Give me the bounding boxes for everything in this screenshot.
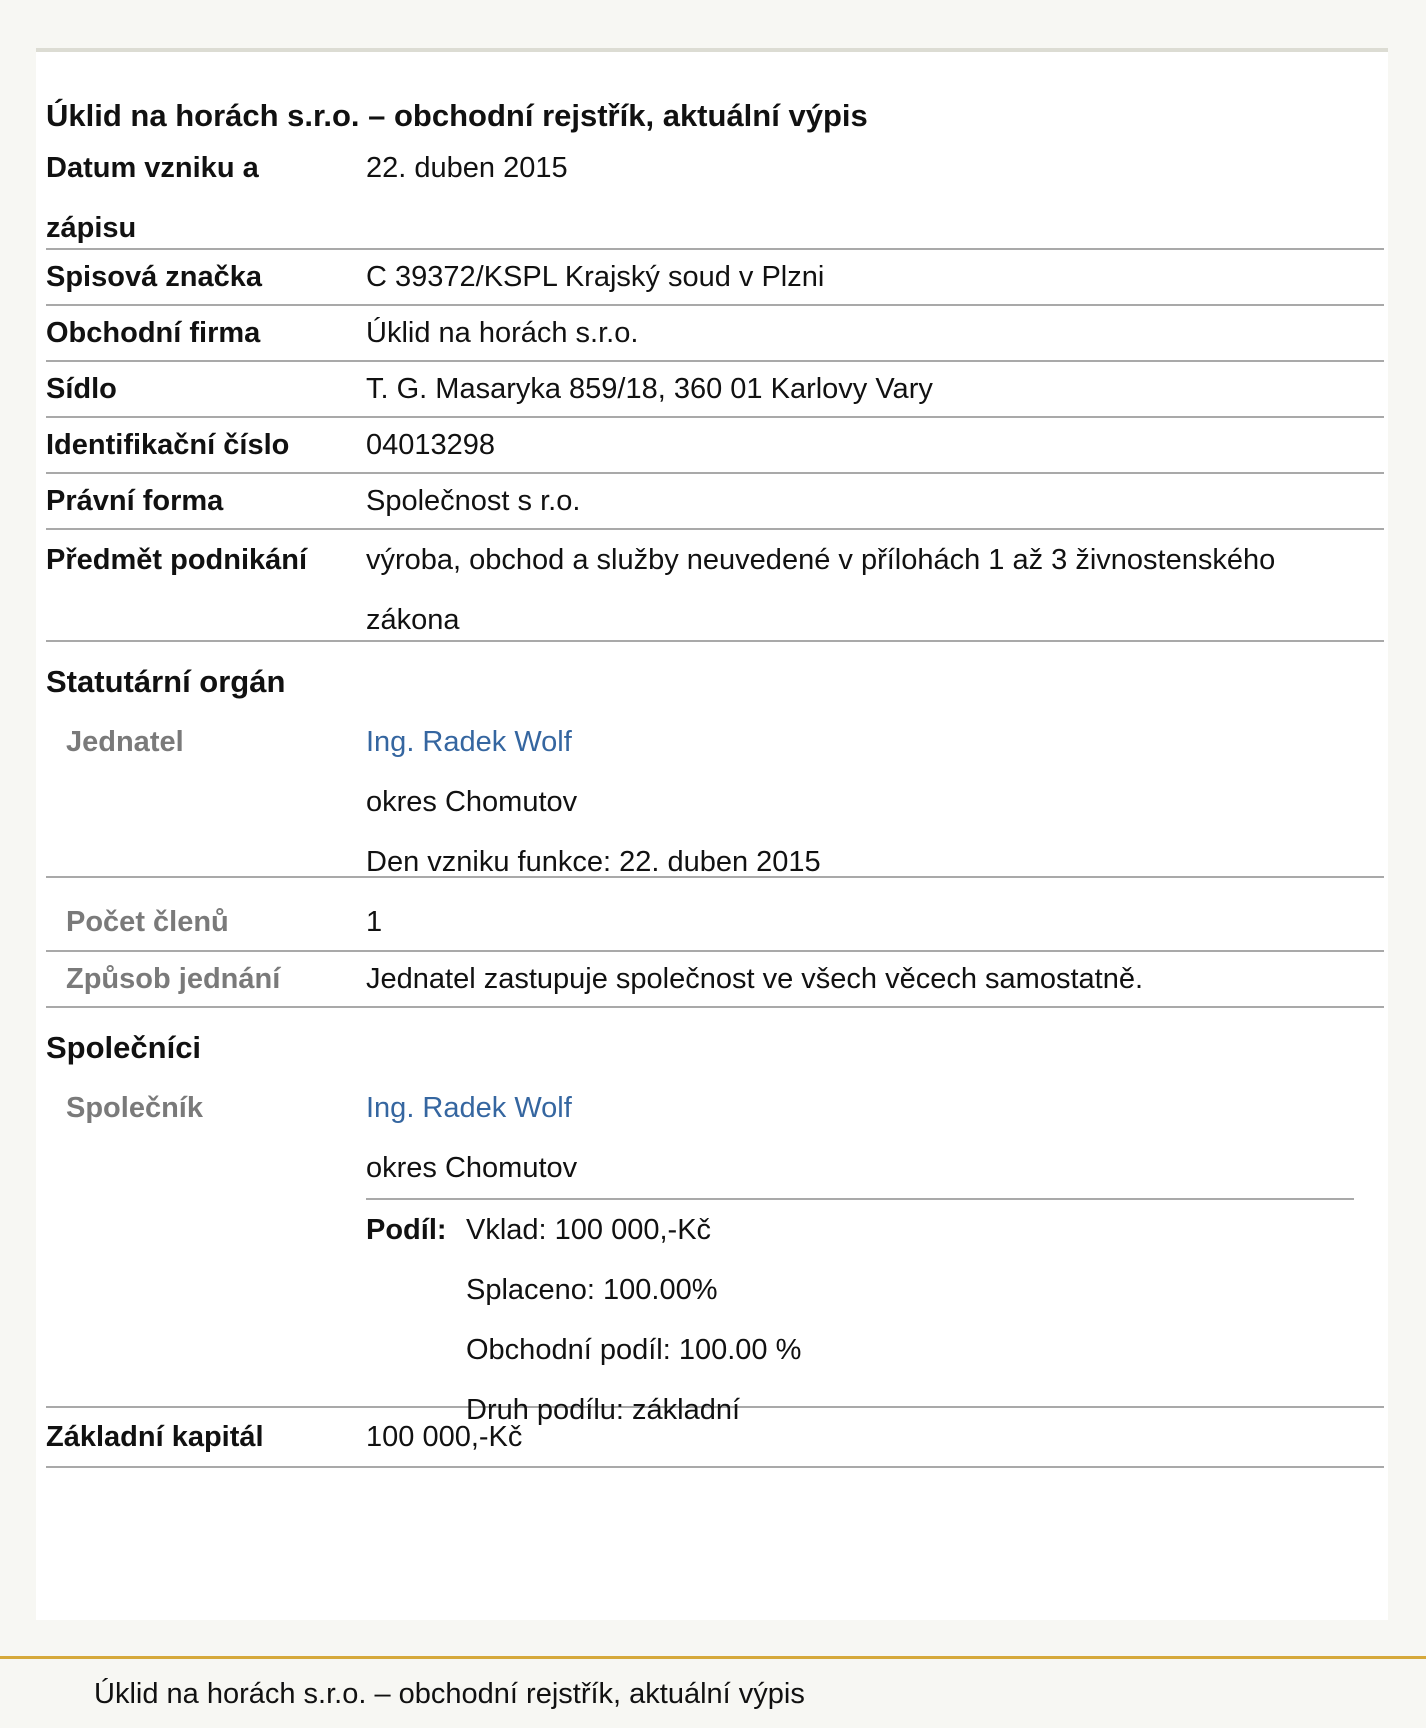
jednatel-since: Den vzniku funkce: 22. duben 2015 bbox=[366, 846, 821, 878]
jednatel-name-link[interactable]: Ing. Radek Wolf bbox=[366, 726, 572, 758]
row-jednatel bbox=[46, 712, 1384, 878]
label-zakladni-kapital: Základní kapitál bbox=[46, 1421, 264, 1453]
share-obchodni-podil: Obchodní podíl: 100.00 % bbox=[466, 1334, 802, 1366]
share-block bbox=[366, 1198, 1354, 1426]
heading-spolecnici: Společníci bbox=[46, 1030, 202, 1065]
heading-statutarni-organ: Statutární orgán bbox=[46, 664, 286, 699]
share-druh: Druh podílu: základní bbox=[466, 1394, 741, 1426]
value-sidlo: T. G. Masaryka 859/18, 360 01 Karlovy Vary bbox=[366, 373, 933, 405]
label-spisova-znacka: Spisová značka bbox=[46, 261, 262, 293]
value-identifikacni-cislo: 04013298 bbox=[366, 429, 496, 461]
share-vklad: Vklad: 100 000,-Kč bbox=[466, 1214, 712, 1246]
row-obchodni-firma bbox=[46, 306, 1384, 362]
spolecnik-name-link[interactable]: Ing. Radek Wolf bbox=[366, 1092, 572, 1124]
label-jednatel: Jednatel bbox=[66, 726, 184, 758]
value-zpusob-jednani: Jednatel zastupuje společnost ve všech věcech samostatně. bbox=[366, 963, 1144, 995]
row-spisova-znacka bbox=[46, 250, 1384, 306]
label-datum-line2: zápisu bbox=[46, 212, 137, 244]
spolecnik-district: okres Chomutov bbox=[366, 1152, 578, 1184]
value-jednatel bbox=[366, 712, 1384, 892]
label-sidlo: Sídlo bbox=[46, 373, 117, 405]
row-predmet-podnikani bbox=[46, 530, 1384, 642]
row-pocet-clenu bbox=[46, 878, 1384, 952]
label-zpusob-jednani: Způsob jednání bbox=[66, 963, 281, 995]
label-pocet-clenu: Počet členů bbox=[66, 906, 229, 938]
label-obchodni-firma: Obchodní firma bbox=[46, 317, 261, 349]
label-datum-line1: Datum vzniku a bbox=[46, 152, 259, 184]
registry-extract-card bbox=[36, 52, 1388, 1620]
row-identifikacni-cislo bbox=[46, 418, 1384, 474]
label-pravni-forma: Právní forma bbox=[46, 485, 224, 517]
value-datum-vzniku: 22. duben 2015 bbox=[366, 152, 568, 184]
page-title: Úklid na horách s.r.o. – obchodní rejstřík, aktuální výpis bbox=[46, 98, 868, 133]
value-predmet-line1: výroba, obchod a služby neuvedené v přílohách 1 až 3 živnostenského bbox=[366, 544, 1276, 576]
row-datum-vzniku bbox=[46, 138, 1384, 250]
row-spolecnik bbox=[46, 1078, 1384, 1426]
value-obchodni-firma: Úklid na horách s.r.o. bbox=[366, 317, 639, 349]
row-pravni-forma bbox=[46, 474, 1384, 530]
share-values bbox=[466, 1200, 801, 1440]
label-identifikacni-cislo: Identifikační číslo bbox=[46, 429, 290, 461]
value-predmet-line2: zákona bbox=[366, 604, 460, 636]
row-zakladni-kapital bbox=[46, 1408, 1384, 1468]
row-zpusob-jednani bbox=[46, 952, 1384, 1008]
label-spolecnik: Společník bbox=[66, 1092, 203, 1124]
footer-title: Úklid na horách s.r.o. – obchodní rejstřík, aktuální výpis bbox=[94, 1678, 805, 1710]
value-pocet-clenu: 1 bbox=[366, 906, 383, 938]
value-spolecnik bbox=[366, 1078, 1384, 1198]
label-predmet-podnikani: Předmět podnikání bbox=[46, 544, 308, 576]
value-predmet-podnikani bbox=[366, 530, 1384, 650]
label-datum-vzniku bbox=[46, 138, 346, 258]
value-spisova-znacka: C 39372/KSPL Krajský soud v Plzni bbox=[366, 261, 825, 293]
row-sidlo bbox=[46, 362, 1384, 418]
value-pravni-forma: Společnost s r.o. bbox=[366, 485, 581, 517]
share-label: Podíl: bbox=[366, 1214, 447, 1246]
jednatel-district: okres Chomutov bbox=[366, 786, 578, 818]
share-splaceno: Splaceno: 100.00% bbox=[466, 1274, 718, 1306]
value-zakladni-kapital: 100 000,-Kč bbox=[366, 1421, 523, 1453]
footer-divider bbox=[0, 1656, 1426, 1659]
